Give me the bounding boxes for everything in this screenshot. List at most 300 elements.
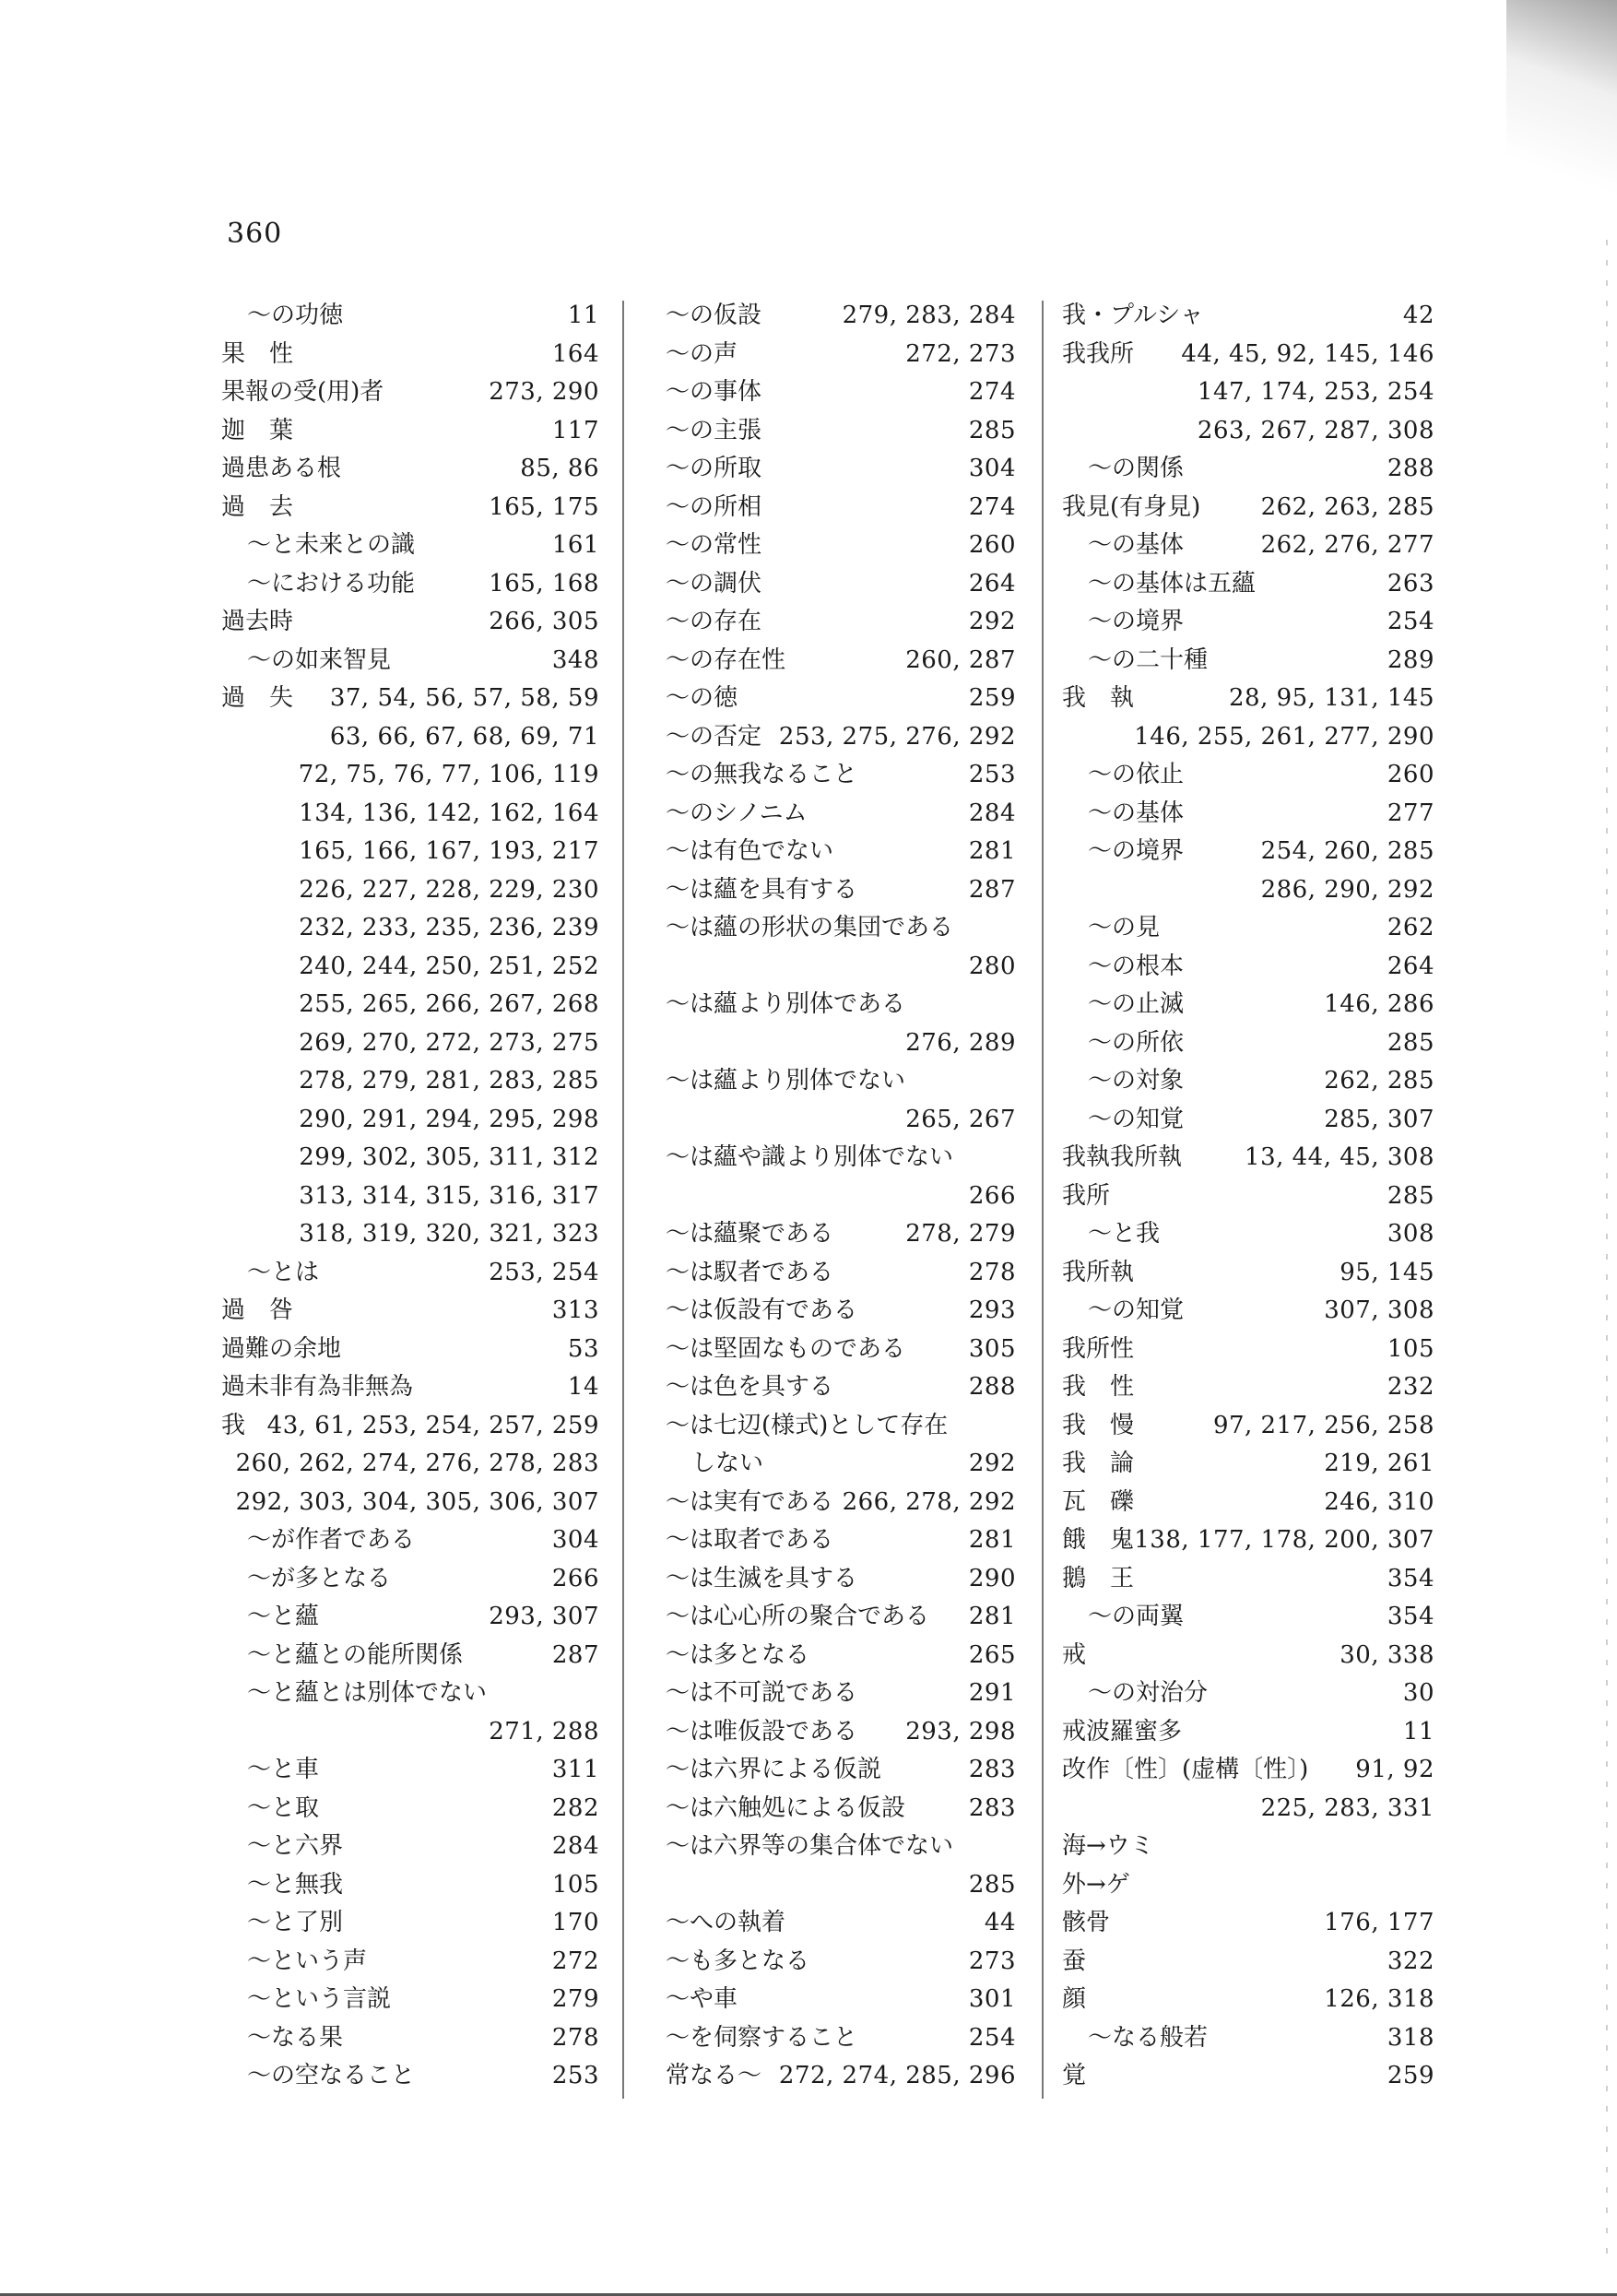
index-pages: 272 <box>551 1947 599 1975</box>
index-pages: 280 <box>968 952 1016 980</box>
index-entry <box>221 1866 599 1905</box>
index-pages: 134, 136, 142, 162, 164 <box>299 799 599 827</box>
index-term: 我所 <box>1062 1181 1111 1210</box>
index-entry <box>1062 1943 1434 1982</box>
index-pages: 219, 261 <box>1324 1450 1434 1477</box>
index-entry <box>1062 871 1434 910</box>
index-term: 〜の徳 <box>666 684 738 712</box>
index-entry <box>666 756 1016 795</box>
index-pages: 278 <box>968 1258 1016 1286</box>
index-entry <box>1062 1828 1434 1866</box>
index-entry <box>1062 565 1434 604</box>
index-pages: 284 <box>551 1832 599 1860</box>
index-entry <box>666 1713 1016 1752</box>
index-pages: 269, 270, 272, 273, 275 <box>299 1028 599 1057</box>
index-entry <box>221 412 599 451</box>
index-term: 〜という声 <box>247 1947 368 1975</box>
index-term: 〜と六界 <box>247 1832 344 1860</box>
index-term: 過 去 <box>221 492 294 521</box>
index-pages: 259 <box>1387 2062 1434 2089</box>
index-pages: 281 <box>968 1526 1016 1554</box>
index-entry <box>666 1215 1016 1254</box>
index-term: 〜は馭者である <box>666 1258 834 1286</box>
index-entry <box>1062 450 1434 489</box>
index-entry <box>1062 909 1434 948</box>
index-entry <box>221 1637 599 1675</box>
index-term: 〜と蘊との能所関係 <box>247 1640 464 1669</box>
index-entry <box>666 1024 1016 1063</box>
index-pages: 273, 290 <box>489 378 599 406</box>
index-pages: 147, 174, 253, 254 <box>1197 378 1434 406</box>
index-term: 〜は有色でない <box>666 837 834 865</box>
index-term: 〜の依止 <box>1088 761 1185 788</box>
index-pages: 225, 283, 331 <box>1260 1793 1434 1822</box>
index-entry <box>666 1484 1016 1522</box>
index-entry <box>666 1368 1016 1407</box>
index-entry <box>666 1445 1016 1484</box>
index-entry <box>221 1139 599 1178</box>
index-pages: 232 <box>1387 1373 1434 1401</box>
index-term: 我見(有身見) <box>1062 492 1201 521</box>
index-term: 過難の余地 <box>221 1334 342 1363</box>
index-term: 〜の常性 <box>666 531 762 559</box>
index-entry <box>221 795 599 834</box>
index-pages: 146, 255, 261, 277, 290 <box>1134 722 1434 751</box>
index-pages: 318, 319, 320, 321, 323 <box>299 1220 599 1248</box>
index-pages: 287 <box>968 875 1016 904</box>
index-term: 我我所 <box>1062 339 1135 368</box>
index-entry <box>666 1560 1016 1599</box>
index-entry <box>1062 1713 1434 1752</box>
index-pages: 279, 283, 284 <box>842 302 1016 329</box>
index-pages: 117 <box>551 416 599 444</box>
index-term: 〜は実有である <box>666 1487 834 1516</box>
index-term: 〜の事体 <box>666 378 762 406</box>
index-term: 〜の所取 <box>666 455 762 482</box>
index-term: 常なる〜 <box>666 2062 762 2089</box>
index-term: 過 失 <box>221 684 294 712</box>
index-entry <box>221 871 599 910</box>
index-entry <box>1062 489 1434 527</box>
index-pages: 164 <box>551 339 599 368</box>
index-pages: 286, 290, 292 <box>1260 875 1434 904</box>
column-divider <box>622 301 624 2099</box>
index-pages: 11 <box>1402 1717 1434 1746</box>
index-entry <box>221 756 599 795</box>
index-entry <box>221 1981 599 2019</box>
index-term: 〜と蘊 <box>247 1603 320 1630</box>
index-entry <box>666 1675 1016 1713</box>
index-entry <box>221 527 599 565</box>
index-entry <box>666 336 1016 374</box>
index-term: 鵝 王 <box>1062 1564 1135 1592</box>
index-term: 戒波羅蜜多 <box>1062 1717 1183 1746</box>
index-pages: 282 <box>551 1793 599 1822</box>
index-entry <box>666 1139 1016 1178</box>
index-term: 〜は七辺(様式)として存在 <box>666 1411 949 1439</box>
index-term: 過未非有為非無為 <box>221 1373 414 1401</box>
index-entry <box>221 1828 599 1866</box>
index-entry <box>221 1368 599 1407</box>
index-entry <box>666 1598 1016 1637</box>
index-pages: 72, 75, 76, 77, 106, 119 <box>298 761 599 788</box>
index-entry <box>666 1790 1016 1829</box>
index-pages: 126, 318 <box>1324 1985 1434 2013</box>
index-entry <box>666 680 1016 718</box>
index-pages: 105 <box>551 1870 599 1899</box>
index-term: 〜の関係 <box>1088 455 1185 482</box>
index-entry <box>221 1675 599 1713</box>
index-pages: 266 <box>551 1564 599 1592</box>
index-entry <box>1062 756 1434 795</box>
index-term: 〜の基体は五蘊 <box>1088 569 1257 598</box>
index-pages: 13, 44, 45, 308 <box>1245 1143 1434 1171</box>
index-column-2 <box>666 297 1016 2096</box>
index-entry <box>1062 948 1434 987</box>
index-entry <box>221 1751 599 1790</box>
index-term: 〜を伺察すること <box>666 2023 858 2052</box>
index-entry <box>666 948 1016 987</box>
index-entry <box>1062 795 1434 834</box>
index-pages: 307, 308 <box>1324 1296 1434 1324</box>
index-term: 〜と取 <box>247 1793 320 1822</box>
index-pages: 301 <box>968 1985 1016 2013</box>
index-term: 〜は色を具する <box>666 1373 834 1401</box>
index-pages: 354 <box>1387 1603 1434 1630</box>
index-term: 〜なる果 <box>247 2023 344 2052</box>
index-entry <box>221 565 599 604</box>
index-entry <box>1062 603 1434 642</box>
index-pages: 293 <box>968 1296 1016 1324</box>
index-entry <box>1062 1637 1434 1675</box>
index-entry <box>221 1521 599 1560</box>
index-pages: 278, 279, 281, 283, 285 <box>299 1067 599 1095</box>
index-pages: 95, 145 <box>1340 1258 1434 1286</box>
index-term: 海→ウミ <box>1062 1832 1154 1860</box>
index-pages: 348 <box>551 645 599 674</box>
index-entry <box>221 718 599 757</box>
index-term: 我執我所執 <box>1062 1143 1183 1171</box>
index-entry <box>666 1407 1016 1446</box>
index-entry <box>666 718 1016 757</box>
index-entry <box>666 642 1016 681</box>
index-term: 〜は多となる <box>666 1640 810 1669</box>
index-pages: 274 <box>968 378 1016 406</box>
index-entry <box>1062 1331 1434 1369</box>
index-pages: 254, 260, 285 <box>1260 837 1434 865</box>
index-pages: 246, 310 <box>1324 1487 1434 1516</box>
index-pages: 97, 217, 256, 258 <box>1212 1411 1434 1439</box>
index-pages: 285 <box>1387 1181 1434 1210</box>
index-pages: 285 <box>1387 1028 1434 1057</box>
index-pages: 146, 286 <box>1324 990 1434 1018</box>
index-entry <box>1062 1866 1434 1905</box>
index-pages: 255, 265, 266, 267, 268 <box>299 990 599 1018</box>
index-term: 〜と未来との識 <box>247 531 416 559</box>
index-pages: 260 <box>1387 761 1434 788</box>
index-term: 〜の無我なること <box>666 761 858 788</box>
index-pages: 266 <box>968 1181 1016 1210</box>
index-entry <box>221 1178 599 1216</box>
index-entry <box>666 1178 1016 1216</box>
index-pages: 263 <box>1387 569 1434 598</box>
index-entry <box>1062 2057 1434 2096</box>
index-term: 〜の両翼 <box>1088 1603 1185 1630</box>
index-entry <box>221 603 599 642</box>
index-pages: 170 <box>551 1909 599 1936</box>
index-term: 〜と了別 <box>247 1909 344 1936</box>
index-term: 〜の存在 <box>666 608 762 635</box>
index-pages: 305 <box>968 1334 1016 1363</box>
index-entry <box>221 1101 599 1140</box>
index-entry <box>666 1637 1016 1675</box>
index-term: しない <box>691 1450 764 1477</box>
index-pages: 279 <box>551 1985 599 2013</box>
index-pages: 43, 61, 253, 254, 257, 259 <box>266 1411 599 1439</box>
index-pages: 290 <box>968 1564 1016 1592</box>
index-term: 〜と我 <box>1088 1220 1161 1248</box>
index-pages: 260, 262, 274, 276, 278, 283 <box>235 1450 599 1477</box>
index-term: 〜は蘊を具有する <box>666 875 858 904</box>
index-entry <box>221 680 599 718</box>
index-pages: 259 <box>968 684 1016 712</box>
index-pages: 253, 275, 276, 292 <box>778 722 1016 751</box>
index-entry <box>221 2019 599 2058</box>
index-term: 我・プルシャ <box>1062 302 1204 329</box>
index-entry <box>666 373 1016 412</box>
index-pages: 253 <box>551 2062 599 2089</box>
index-entry <box>666 2057 1016 2096</box>
index-term: 〜の声 <box>666 339 738 368</box>
index-entry <box>1062 373 1434 412</box>
index-term: 我所性 <box>1062 1334 1135 1363</box>
index-term: 〜の功徳 <box>247 302 344 329</box>
index-term: 〜は六触処による仮設 <box>666 1793 906 1822</box>
index-entry <box>666 1254 1016 1293</box>
index-entry <box>1062 1484 1434 1522</box>
index-entry <box>1062 1751 1434 1790</box>
index-entry <box>666 1866 1016 1905</box>
index-pages: 264 <box>968 569 1016 598</box>
index-entry <box>666 833 1016 871</box>
index-entry <box>666 1828 1016 1866</box>
index-term: 〜と無我 <box>247 1870 344 1899</box>
index-entry <box>1062 1445 1434 1484</box>
index-term: 〜なる般若 <box>1088 2023 1209 2052</box>
index-pages: 85, 86 <box>520 455 599 482</box>
index-entry <box>1062 1178 1434 1216</box>
index-entry <box>221 1445 599 1484</box>
index-entry <box>221 1790 599 1829</box>
index-term: 〜の基体 <box>1088 799 1185 827</box>
index-pages: 293, 307 <box>489 1603 599 1630</box>
index-term: 〜は心心所の聚合である <box>666 1603 930 1630</box>
index-entry <box>1062 1062 1434 1101</box>
index-term: 瓦 礫 <box>1062 1487 1135 1516</box>
index-pages: 63, 66, 67, 68, 69, 71 <box>329 722 599 751</box>
index-entry <box>666 1751 1016 1790</box>
index-term: 〜の存在性 <box>666 645 786 674</box>
index-column-1 <box>221 297 599 2096</box>
index-entry <box>666 1101 1016 1140</box>
scan-edge-shadow <box>1506 0 1617 240</box>
index-pages: 311 <box>551 1756 599 1783</box>
index-term: 過 咎 <box>221 1296 294 1324</box>
index-entry <box>221 450 599 489</box>
index-entry <box>1062 1904 1434 1943</box>
index-entry <box>1062 1215 1434 1254</box>
index-pages: 313, 314, 315, 316, 317 <box>299 1181 599 1210</box>
index-entry <box>666 1981 1016 2019</box>
index-term: 〜の如来智見 <box>247 645 392 674</box>
index-term: 〜の境界 <box>1088 837 1185 865</box>
index-pages: 265 <box>968 1640 1016 1669</box>
index-term: 〜は蘊より別体である <box>666 990 906 1018</box>
index-term: 〜も多となる <box>666 1947 810 1975</box>
index-pages: 284 <box>968 799 1016 827</box>
index-entry <box>666 2019 1016 2058</box>
index-entry <box>1062 833 1434 871</box>
index-term: 〜と車 <box>247 1756 320 1783</box>
index-entry <box>1062 297 1434 336</box>
index-term: 〜の基体 <box>1088 531 1185 559</box>
index-pages: 277 <box>1387 799 1434 827</box>
index-entry <box>1062 1560 1434 1599</box>
index-term: 〜が多となる <box>247 1564 392 1592</box>
index-pages: 53 <box>567 1334 599 1363</box>
index-entry <box>221 1484 599 1522</box>
index-term: 我 論 <box>1062 1450 1135 1477</box>
index-term: 我所執 <box>1062 1258 1135 1286</box>
index-term: 〜の根本 <box>1088 952 1185 980</box>
index-term: 過患ある根 <box>221 455 342 482</box>
index-pages: 161 <box>551 531 599 559</box>
index-entry <box>1062 412 1434 451</box>
index-pages: 265, 267 <box>905 1105 1016 1133</box>
index-term: 〜の知覚 <box>1088 1296 1185 1324</box>
index-pages: 292, 303, 304, 305, 306, 307 <box>235 1487 599 1516</box>
index-term: 〜とは <box>247 1258 320 1286</box>
index-pages: 266, 305 <box>489 608 599 635</box>
index-pages: 105 <box>1387 1334 1434 1363</box>
index-term: 顔 <box>1062 1985 1087 2013</box>
index-entry <box>221 1713 599 1752</box>
index-pages: 11 <box>567 302 599 329</box>
index-term: 〜の境界 <box>1088 608 1185 635</box>
index-entry <box>666 450 1016 489</box>
index-term: 〜の所依 <box>1088 1028 1185 1057</box>
index-pages: 304 <box>968 455 1016 482</box>
index-pages: 308 <box>1387 1220 1434 1248</box>
index-entry <box>1062 1292 1434 1331</box>
index-term: 〜への執着 <box>666 1909 786 1936</box>
index-term: 〜の知覚 <box>1088 1105 1185 1133</box>
index-pages: 313 <box>551 1296 599 1324</box>
index-entry <box>221 1062 599 1101</box>
index-pages: 273 <box>968 1947 1016 1975</box>
index-pages: 262 <box>1387 914 1434 941</box>
index-pages: 42 <box>1402 302 1434 329</box>
index-entry <box>221 1904 599 1943</box>
index-column-3 <box>1062 297 1434 2096</box>
index-pages: 44 <box>984 1909 1016 1936</box>
index-entry <box>1062 1139 1434 1178</box>
index-term: 果 性 <box>221 339 294 368</box>
index-term: 〜は不可説である <box>666 1679 858 1707</box>
index-term: 覚 <box>1062 2062 1087 2089</box>
index-term: 〜の調伏 <box>666 569 762 598</box>
index-pages: 262, 263, 285 <box>1260 492 1434 521</box>
index-entry <box>666 1062 1016 1101</box>
index-term: 我 慢 <box>1062 1411 1135 1439</box>
index-entry <box>221 948 599 987</box>
index-term: 〜の二十種 <box>1088 645 1209 674</box>
index-pages: 288 <box>968 1373 1016 1401</box>
index-entry <box>221 1215 599 1254</box>
index-pages: 264 <box>1387 952 1434 980</box>
index-pages: 272, 274, 285, 296 <box>778 2062 1016 2089</box>
index-entry <box>666 603 1016 642</box>
index-term: 〜の止滅 <box>1088 990 1185 1018</box>
index-pages: 289 <box>1387 645 1434 674</box>
index-pages: 262, 276, 277 <box>1260 531 1434 559</box>
index-entry <box>666 909 1016 948</box>
index-pages: 285 <box>968 416 1016 444</box>
index-entry <box>666 1292 1016 1331</box>
index-term: 〜は仮設有である <box>666 1296 858 1324</box>
index-term: 〜の対象 <box>1088 1067 1185 1095</box>
index-pages: 322 <box>1387 1947 1434 1975</box>
index-term: 〜は生滅を具する <box>666 1564 858 1592</box>
index-term: 改作〔性〕(虚構〔性〕) <box>1062 1756 1309 1783</box>
index-term: 戒 <box>1062 1640 1087 1669</box>
index-term: 〜は六界等の集合体でない <box>666 1832 954 1860</box>
index-term: 〜のシノニム <box>666 799 808 827</box>
index-pages: 263, 267, 287, 308 <box>1197 416 1434 444</box>
index-term: 〜は蘊より別体でない <box>666 1067 906 1095</box>
index-pages: 165, 166, 167, 193, 217 <box>299 837 599 865</box>
index-entry <box>1062 986 1434 1024</box>
index-pages: 291 <box>968 1679 1016 1707</box>
index-entry <box>1062 1790 1434 1829</box>
index-pages: 278, 279 <box>905 1220 1016 1248</box>
index-pages: 165, 175 <box>489 492 599 521</box>
index-term: 外→ゲ <box>1062 1870 1130 1899</box>
page-number: 360 <box>227 218 283 250</box>
index-term: 果報の受(用)者 <box>221 378 384 406</box>
index-pages: 44, 45, 92, 145, 146 <box>1181 339 1434 368</box>
index-pages: 260, 287 <box>905 645 1016 674</box>
index-pages: 165, 168 <box>489 569 599 598</box>
index-pages: 299, 302, 305, 311, 312 <box>299 1143 599 1171</box>
index-pages: 30, 338 <box>1340 1640 1434 1669</box>
index-entry <box>1062 1368 1434 1407</box>
index-pages: 240, 244, 250, 251, 252 <box>299 952 599 980</box>
index-entry <box>666 565 1016 604</box>
index-pages: 14 <box>567 1373 599 1401</box>
index-term: 骸骨 <box>1062 1909 1111 1936</box>
index-entry <box>1062 1598 1434 1637</box>
index-entry <box>221 336 599 374</box>
index-term: 〜は唯仮設である <box>666 1717 858 1746</box>
index-entry <box>1062 642 1434 681</box>
index-term: 〜の空なること <box>247 2062 416 2089</box>
index-term: 〜という言説 <box>247 1985 392 2013</box>
index-pages: 254 <box>968 2023 1016 2052</box>
index-term: 〜は堅固なものである <box>666 1334 906 1363</box>
index-term: 〜や車 <box>666 1985 738 2013</box>
index-term: 〜の仮設 <box>666 302 762 329</box>
